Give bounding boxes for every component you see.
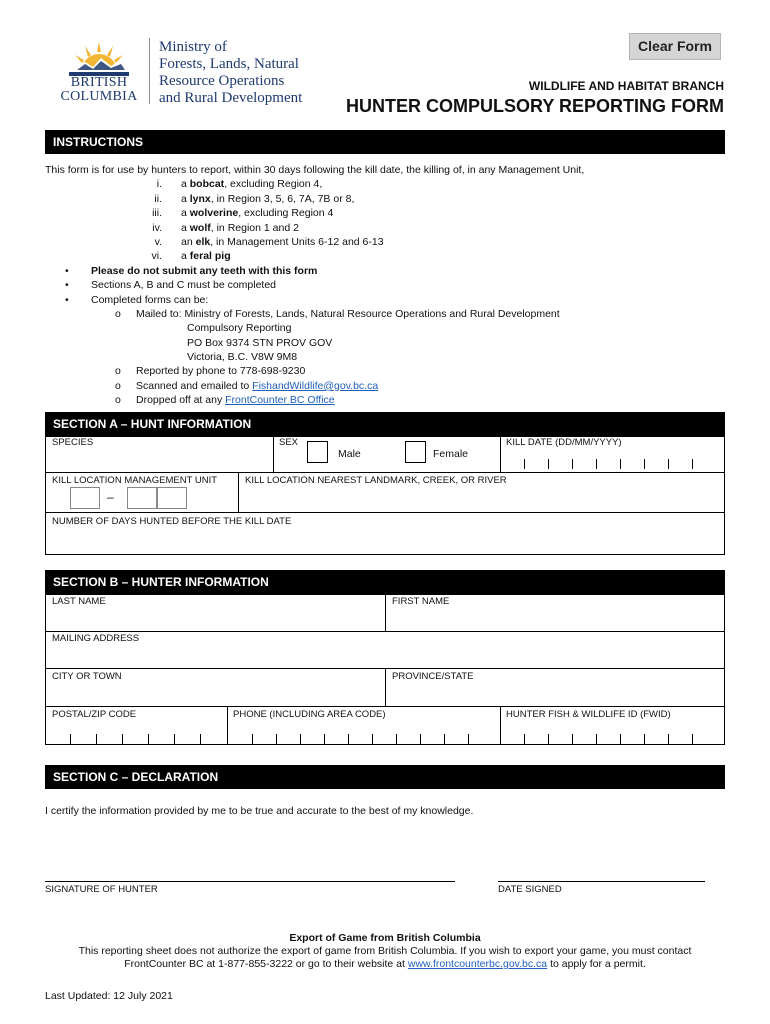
bc-sun-mountain-icon [63,36,135,76]
instructions-heading: INSTRUCTIONS [45,130,725,154]
declaration-statement: I certify the information provided by me to be true and accurate to the best of my knowledge. [45,805,474,817]
unit-dash: – [107,490,114,504]
sex-label: SEX [279,437,299,448]
section-a-heading: SECTION A – HUNT INFORMATION [45,412,725,436]
bullet-item: • Please do not submit any teeth with this form [65,264,318,277]
date-signed-label: DATE SIGNED [498,884,562,895]
date-signed-input[interactable] [498,850,705,880]
page-title: HUNTER COMPULSORY REPORTING FORM [345,96,724,116]
bullet-icon: • [65,293,69,306]
female-label: Female [433,448,469,460]
bc-wordmark: BRITISH COLUMBIA [60,75,138,104]
address-line: PO Box 9374 STN PROV GOV [187,336,333,349]
export-line-2: FrontCounter BC at 1-877-855-3222 or go to their website at www.frontcounterbc.gov.bc.ca to apply for a permit. [124,958,646,970]
export-notice [45,932,725,971]
export-line-1: This reporting sheet does not authorize the export of game from British Columbia. If you wish to export your game, you must contact [78,945,692,957]
signature-input[interactable] [45,850,455,880]
kill-landmark-input[interactable] [240,488,724,511]
postal-code-input[interactable] [46,721,226,744]
unit-number-input[interactable] [127,487,157,509]
mailing-address-input[interactable] [46,645,724,667]
kill-date-label: KILL DATE (DD/MM/YYYY) [506,437,622,448]
date-signed-line [498,881,705,882]
address-line: Compulsory Reporting [187,322,292,335]
male-label: Male [338,448,361,460]
email-link[interactable]: FishandWildlife@gov.bc.ca [252,379,379,392]
frontcounter-website-link[interactable]: www.frontcounterbc.gov.bc.ca [407,958,548,970]
sub-bullet-item: o Mailed to: Ministry of Forests, Lands, Natural Resource Operations and Rural Development [115,307,560,320]
frontcounter-link[interactable]: FrontCounter BC Office [225,394,335,407]
circle-bullet-icon: o [115,379,121,392]
days-hunted-label: NUMBER OF DAYS HUNTED BEFORE THE KILL DATE [52,516,292,527]
bullet-icon: • [65,264,69,277]
first-name-label: FIRST NAME [392,596,450,607]
circle-bullet-icon: o [115,307,121,320]
kill-unit-label: KILL LOCATION MANAGEMENT UNIT [52,475,218,486]
phone-label: PHONE (INCLUDING AREA CODE) [233,709,386,720]
species-input[interactable] [46,450,272,471]
sub-bullet-item: o Dropped off at any FrontCounter BC Office [115,394,335,407]
unit-region-input[interactable] [70,487,100,509]
species-item: v. an elk, in Management Units 6-12 and 6-13 [154,235,384,248]
first-name-input[interactable] [386,608,724,630]
section-c-heading: SECTION C – DECLARATION [45,765,725,789]
branch-name: WILDLIFE AND HABITAT BRANCH [528,79,724,93]
signature-label: SIGNATURE OF HUNTER [45,884,158,895]
kill-date-input[interactable] [501,450,724,471]
province-label: PROVINCE/STATE [392,671,474,682]
last-updated: Last Updated: 12 July 2021 [45,990,173,1002]
male-checkbox[interactable] [307,441,328,463]
export-title: Export of Game from British Columbia [289,932,481,944]
species-item: i. a bobcat, excluding Region 4, [156,178,323,191]
phone-input[interactable] [228,721,499,744]
days-hunted-input[interactable] [46,530,724,554]
sub-bullet-item: o Scanned and emailed to FishandWildlife@gov.bc.ca [115,379,379,392]
female-checkbox[interactable] [405,441,426,463]
address-line: Victoria, B.C. V8W 9M8 [187,351,298,364]
bullet-item: • Completed forms can be: [65,293,209,306]
unit-number-input-2[interactable] [157,487,187,509]
province-input[interactable] [386,683,724,705]
bullet-icon: • [65,279,69,292]
circle-bullet-icon: o [115,394,121,407]
species-label: SPECIES [52,437,94,448]
fwid-input[interactable] [501,721,724,744]
signature-line [45,881,455,882]
sub-bullet-item: o Reported by phone to 778-698-9230 [115,365,306,378]
species-item: vi. a feral pig [151,250,231,263]
logo-divider [149,38,150,104]
section-b-heading: SECTION B – HUNTER INFORMATION [45,570,725,594]
last-name-input[interactable] [46,608,384,630]
kill-landmark-label: KILL LOCATION NEAREST LANDMARK, CREEK, OR RIVER [245,475,507,486]
species-item: ii. a lynx, in Region 3, 5, 6, 7A, 7B or 8, [154,192,355,205]
postal-code-label: POSTAL/ZIP CODE [52,709,137,720]
city-label: CITY OR TOWN [52,671,122,682]
fwid-label: HUNTER FISH & WILDLIFE ID (FWID) [506,709,671,720]
last-name-label: LAST NAME [52,596,106,607]
clear-form-button[interactable]: Clear Form [629,33,721,60]
species-item: iii. a wolverine, excluding Region 4 [152,207,334,220]
bullet-item: • Sections A, B and C must be completed [65,279,277,292]
bc-government-logo [55,30,325,110]
ministry-name: Ministry of Forests, Lands, Natural Resource Operations and Rural Development [159,39,303,106]
instructions-intro: This form is for use by hunters to report, within 30 days following the kill date, the killing of, in any Management Unit, [45,164,585,176]
city-input[interactable] [46,683,384,705]
mailing-address-label: MAILING ADDRESS [52,633,140,644]
instructions-body [45,163,725,408]
circle-bullet-icon: o [115,365,121,378]
species-item: iv. a wolf, in Region 1 and 2 [152,221,299,234]
